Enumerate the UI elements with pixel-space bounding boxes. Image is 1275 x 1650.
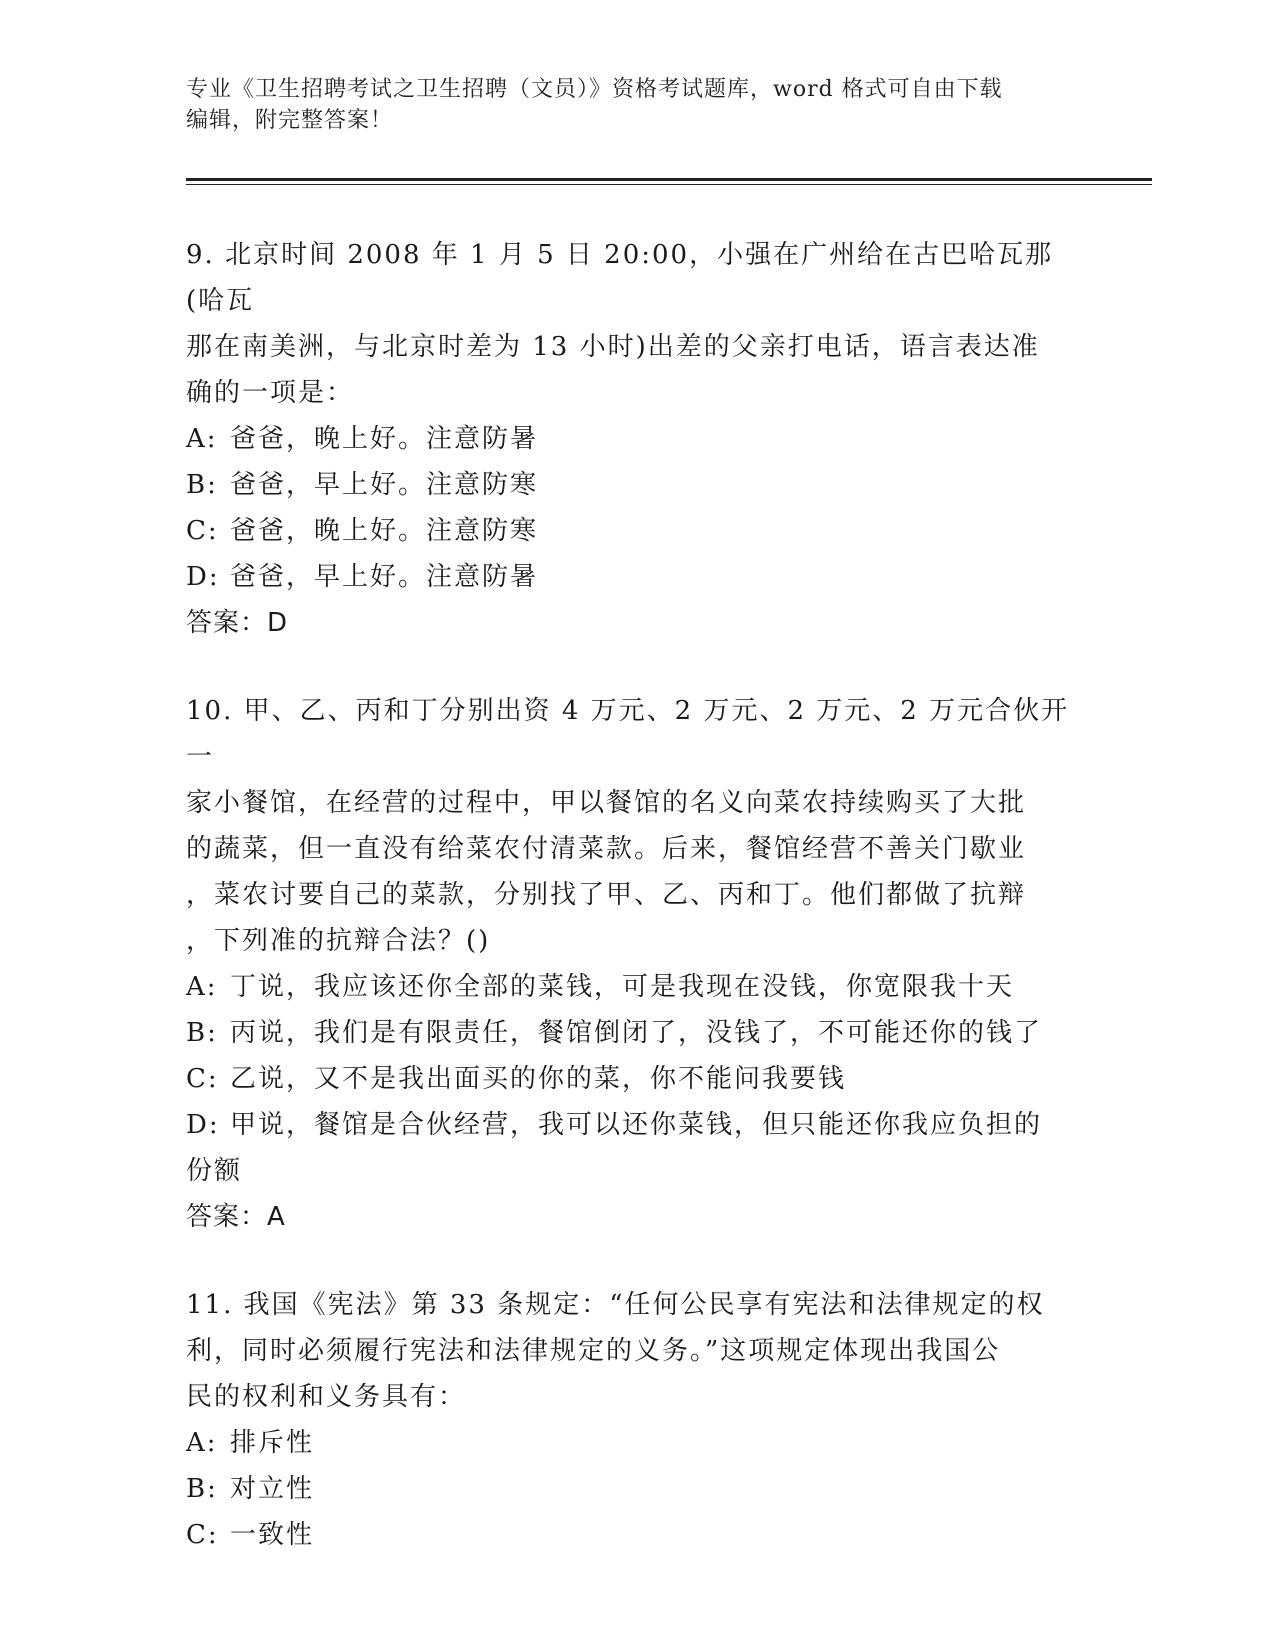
option-text: 爸爸，早上好。注意防寒 xyxy=(230,470,539,500)
option-text: 爸爸，晚上好。注意防寒 xyxy=(230,516,539,546)
question-block xyxy=(186,232,1086,646)
option-line xyxy=(186,1056,1086,1102)
question-stem-line: ，菜农讨要自己的菜款，分别找了甲、乙、丙和丁。他们都做了抗辩 xyxy=(186,880,1027,910)
header-divider-thick xyxy=(186,178,1152,181)
option-line xyxy=(186,416,1086,462)
question-stem-line: 民的权利和义务具有： xyxy=(186,1382,467,1412)
option-letter: A: xyxy=(186,424,218,454)
option-letter: C: xyxy=(186,1520,219,1550)
option-line xyxy=(186,964,1086,1010)
question-stem-line: ，下列准的抗辩合法？() xyxy=(186,926,491,956)
option-text: 乙说，又不是我出面买的你的菜，你不能问我要钱 xyxy=(230,1064,847,1094)
document-header xyxy=(186,74,1086,136)
header-divider-thin xyxy=(186,184,1152,185)
option-text: 排斥性 xyxy=(230,1428,315,1458)
question-stem-line: 的蔬菜，但一直没有给菜农付清菜款。后来，餐馆经营不善关门歇业 xyxy=(186,834,1027,864)
answer-line: 答案：D xyxy=(186,608,289,638)
option-letter: D: xyxy=(186,562,220,592)
option-text: 甲说，餐馆是合伙经营，我可以还你菜钱，但只能还你我应负担的 xyxy=(230,1110,1043,1140)
question-block xyxy=(186,1282,1086,1558)
option-text: 份额 xyxy=(186,1156,243,1186)
option-line xyxy=(186,1010,1086,1056)
option-text: 爸爸，晚上好。注意防暑 xyxy=(230,424,539,454)
question-stem-line: 10. 甲、乙、丙和丁分别出资 4 万元、2 万元、2 万元、2 万元合伙开一 xyxy=(186,696,1070,772)
question-stem-line: 利，同时必须履行宪法和法律规定的义务。”这项规定体现出我国公 xyxy=(186,1336,1001,1366)
option-text: 对立性 xyxy=(230,1474,315,1504)
option-line xyxy=(186,554,1086,600)
header-line-2: 编辑，附完整答案！ xyxy=(186,108,394,133)
option-letter: A: xyxy=(186,972,218,1002)
option-line xyxy=(186,508,1086,554)
header-line-1: 专业《卫生招聘考试之卫生招聘（文员）》资格考试题库，word 格式可自由下载 xyxy=(186,77,1003,102)
option-line xyxy=(186,1512,1086,1558)
question-stem-line: 确的一项是： xyxy=(186,378,355,408)
option-line xyxy=(186,1420,1086,1466)
question-stem-line: 11. 我国《宪法》第 33 条规定：“任何公民享有宪法和法律规定的权 xyxy=(186,1290,1045,1320)
option-line xyxy=(186,462,1086,508)
answer-line: 答案：A xyxy=(186,1202,286,1232)
option-letter: B: xyxy=(186,470,218,500)
question-stem-line: 9. 北京时间 2008 年 1 月 5 日 20:00，小强在广州给在古巴哈瓦那(哈瓦 xyxy=(186,240,1054,316)
option-letter: C: xyxy=(186,1064,219,1094)
question-list xyxy=(186,232,1086,1600)
option-letter: B: xyxy=(186,1474,218,1504)
option-text: 一致性 xyxy=(230,1520,315,1550)
question-stem-line: 那在南美洲，与北京时差为 13 小时)出差的父亲打电话，语言表达准 xyxy=(186,332,1040,362)
question-stem-line: 家小餐馆，在经营的过程中，甲以餐馆的名义向菜农持续购买了大批 xyxy=(186,788,1027,818)
option-text: 丙说，我们是有限责任，餐馆倒闭了，没钱了，不可能还你的钱了 xyxy=(230,1018,1043,1048)
option-letter: C: xyxy=(186,516,219,546)
option-letter: B: xyxy=(186,1018,218,1048)
option-text: 丁说，我应该还你全部的菜钱，可是我现在没钱，你宽限我十天 xyxy=(230,972,1015,1002)
option-line xyxy=(186,1466,1086,1512)
option-line xyxy=(186,1148,1086,1194)
option-letter: D: xyxy=(186,1110,220,1140)
option-text: 爸爸，早上好。注意防暑 xyxy=(230,562,539,592)
question-block xyxy=(186,688,1086,1240)
option-line xyxy=(186,1102,1086,1148)
option-letter: A: xyxy=(186,1428,218,1458)
